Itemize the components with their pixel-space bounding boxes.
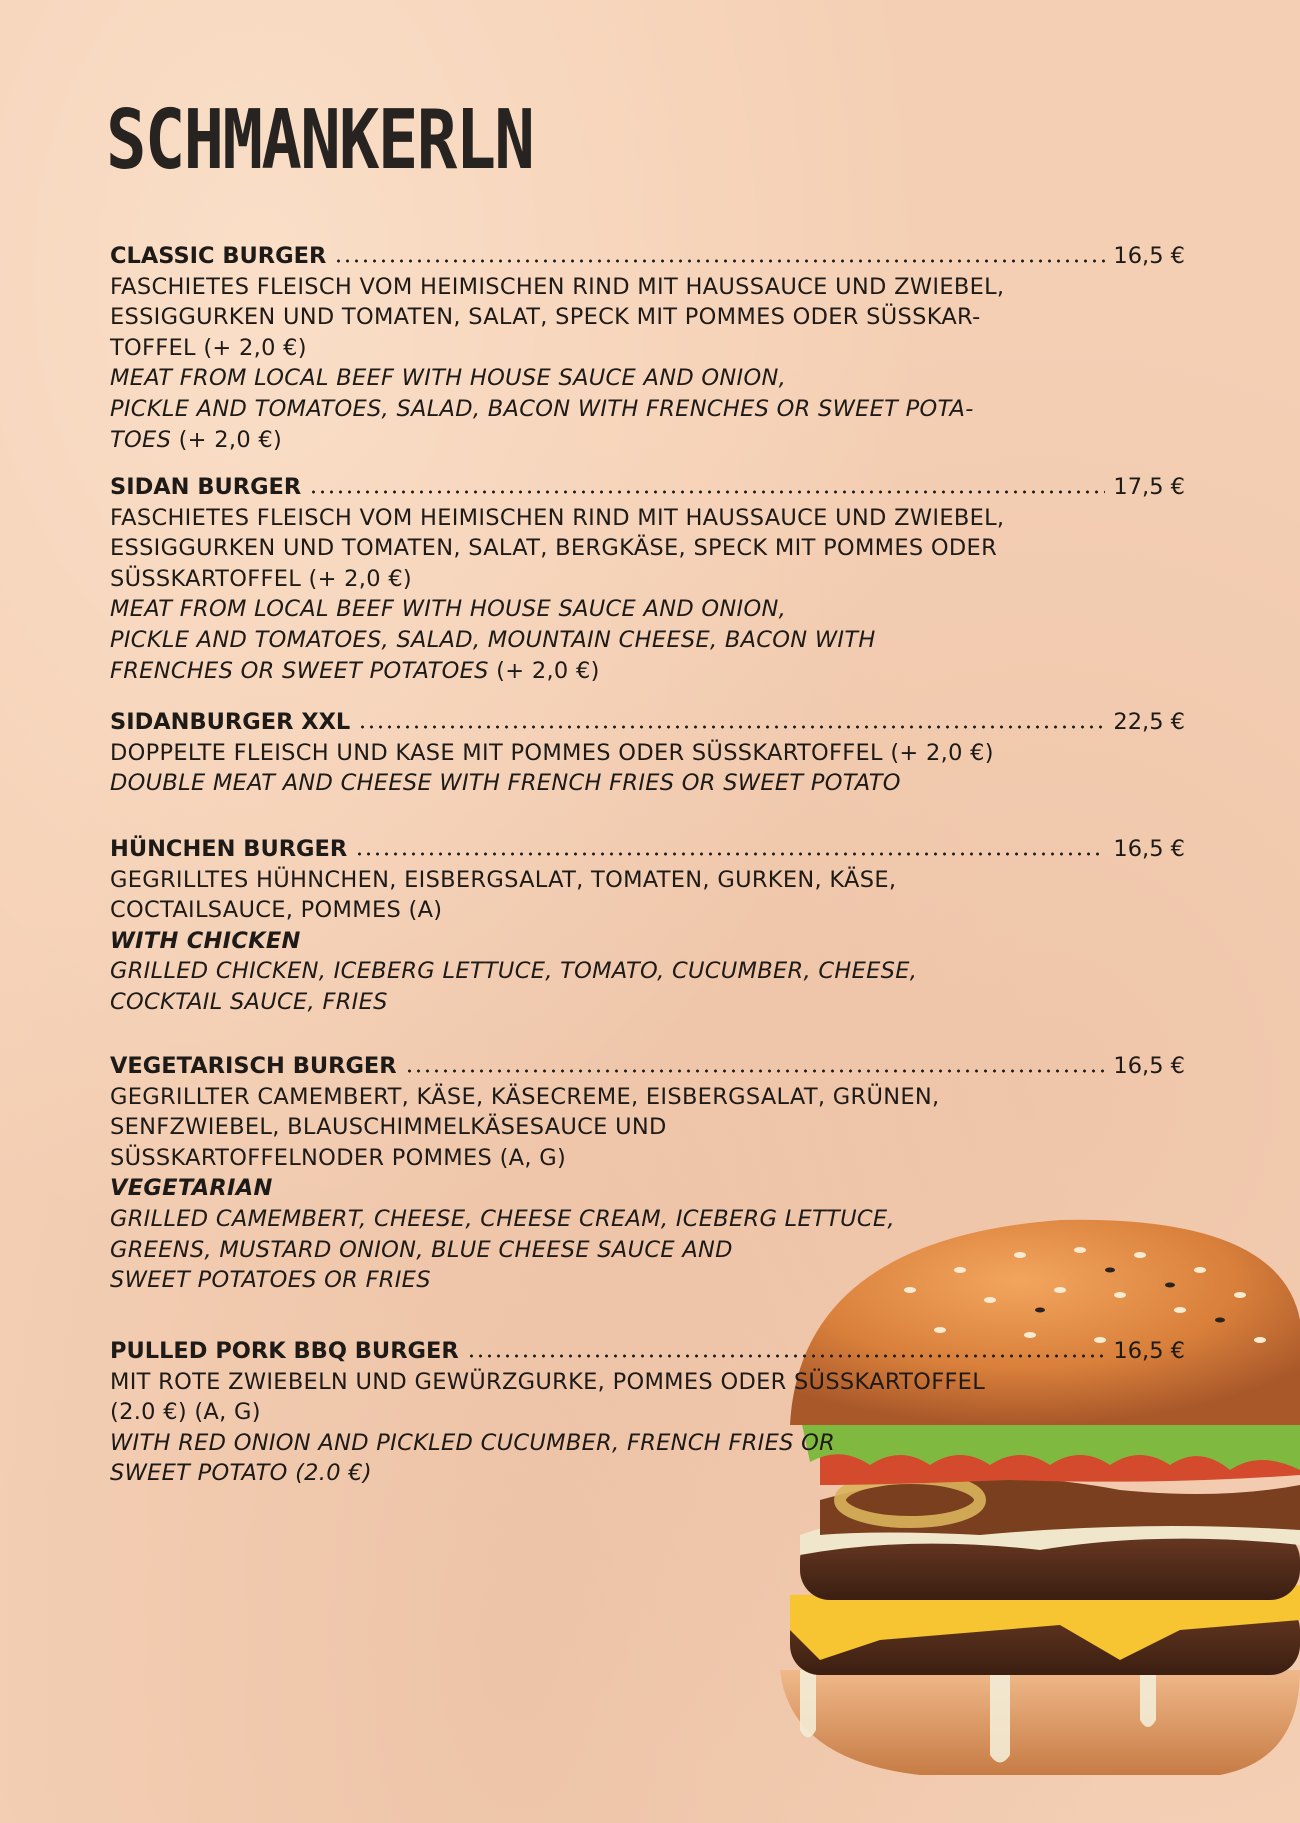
dot-leader [467,1354,1106,1358]
item-desc-de: SÜSSKARTOFFELNODER POMMES (A, G) [110,1144,567,1171]
item-desc-de: FASCHIETES FLEISCH VOM HEIMISCHEN RIND MIT HAUSSAUCE UND ZWIEBEL, [110,273,1005,300]
item-desc-en: PICKLE AND TOMATOES, SALAD, BACON WITH FRENCHES OR SWEET POTA- [110,395,974,422]
dot-leader [309,490,1105,494]
item-price: 17,5 € [1113,474,1185,500]
item-desc-de: ESSIGGURKEN UND TOMATEN, SALAT, SPECK MIT POMMES ODER SÜSSKAR- [110,304,981,331]
item-header [110,1336,1185,1367]
menu-item-huenchen-burger [110,834,1185,1018]
dot-leader [334,259,1105,263]
item-name: HÜNCHEN BURGER [110,836,348,862]
item-header [110,472,1185,503]
item-desc-de: ESSIGGURKEN UND TOMATEN, SALAT, BERGKÄSE, SPECK MIT POMMES ODER [110,535,998,562]
item-price: 16,5 € [1113,836,1185,862]
item-desc-en-last [110,425,1185,456]
item-name: VEGETARISCH BURGER [110,1053,397,1079]
item-desc-de: (2.0 €) (A, G) [110,1399,261,1426]
item-desc-de: MIT ROTE ZWIEBELN UND GEWÜRZGURKE, POMMES ODER SÜSSKARTOFFEL [110,1368,986,1395]
item-desc-en-last [110,656,1185,687]
item-name: SIDAN BURGER [110,474,302,500]
item-subtitle-en: VEGETARIAN [110,1175,273,1202]
item-desc-en: PICKLE AND TOMATOES, SALAD, MOUNTAIN CHEESE, BACON WITH [110,626,876,653]
item-desc-de: SÜSSKARTOFFEL (+ 2,0 €) [110,565,413,592]
item-price: 22,5 € [1113,709,1185,735]
menu-item-sidan-burger [110,472,1185,686]
item-desc-de: COCTAILSAUCE, POMMES (A) [110,897,443,924]
item-desc-de: SENFZWIEBEL, BLAUSCHIMMELKÄSESAUCE UND [110,1114,667,1141]
item-price: 16,5 € [1113,1053,1185,1079]
item-desc-en: GREENS, MUSTARD ONION, BLUE CHEESE SAUCE AND [110,1236,733,1263]
item-desc-en: WITH RED ONION AND PICKLED CUCUMBER, FRENCH FRIES OR [110,1429,836,1456]
item-header [110,241,1185,272]
item-desc-en: FRENCHES OR SWEET POTATOES [110,657,489,684]
item-desc-en: SWEET POTATOES OR FRIES [110,1267,431,1294]
item-desc-en: COCKTAIL SAUCE, FRIES [110,988,388,1015]
item-desc-en: DOUBLE MEAT AND CHEESE WITH FRENCH FRIES OR SWEET POTATO [110,770,901,797]
item-desc-de: FASCHIETES FLEISCH VOM HEIMISCHEN RIND MIT HAUSSAUCE UND ZWIEBEL, [110,504,1005,531]
item-surcharge: (+ 2,0 €) [488,657,600,684]
dot-leader [405,1069,1106,1073]
page-title: SCHMANKERLN [106,93,534,188]
menu-item-vegetarisch-burger [110,1051,1185,1296]
item-desc-de: GEGRILLTER CAMEMBERT, KÄSE, KÄSECREME, EISBERGSALAT, GRÜNEN, [110,1083,940,1110]
item-price: 16,5 € [1113,243,1185,269]
item-desc-de: DOPPELTE FLEISCH UND KASE MIT POMMES ODER SÜSSKARTOFFEL (+ 2,0 €) [110,739,994,766]
item-desc-en: GRILLED CHICKEN, ICEBERG LETTUCE, TOMATO, CUCUMBER, CHEESE, [110,958,918,985]
menu-item-sidanburger-xxl [110,707,1185,799]
item-header [110,834,1185,865]
item-desc-en: TOES [110,426,172,453]
item-header [110,1051,1185,1082]
item-subtitle-en: WITH CHICKEN [110,927,301,954]
menu-item-classic-burger [110,241,1185,455]
item-surcharge: (+ 2,0 €) [171,426,283,453]
item-price: 16,5 € [1113,1338,1185,1364]
item-name: CLASSIC BURGER [110,243,327,269]
menu-item-pulled-pork-bbq-burger [110,1336,1185,1489]
item-desc-de: GEGRILLTES HÜHNCHEN, EISBERGSALAT, TOMATEN, GURKEN, KÄSE, [110,866,897,893]
dot-leader [358,725,1105,729]
dot-leader [355,852,1105,856]
item-desc-en: GRILLED CAMEMBERT, CHEESE, CHEESE CREAM, ICEBERG LETTUCE, [110,1205,895,1232]
item-desc-en: MEAT FROM LOCAL BEEF WITH HOUSE SAUCE AND ONION, [110,596,787,623]
item-desc-de: TOFFEL (+ 2,0 €) [110,334,307,361]
item-name: SIDANBURGER XXL [110,709,351,735]
item-desc-en: MEAT FROM LOCAL BEEF WITH HOUSE SAUCE AND ONION, [110,365,787,392]
item-name: PULLED PORK BBQ BURGER [110,1338,459,1364]
item-header [110,707,1185,738]
item-desc-en: SWEET POTATO (2.0 €) [110,1460,372,1487]
